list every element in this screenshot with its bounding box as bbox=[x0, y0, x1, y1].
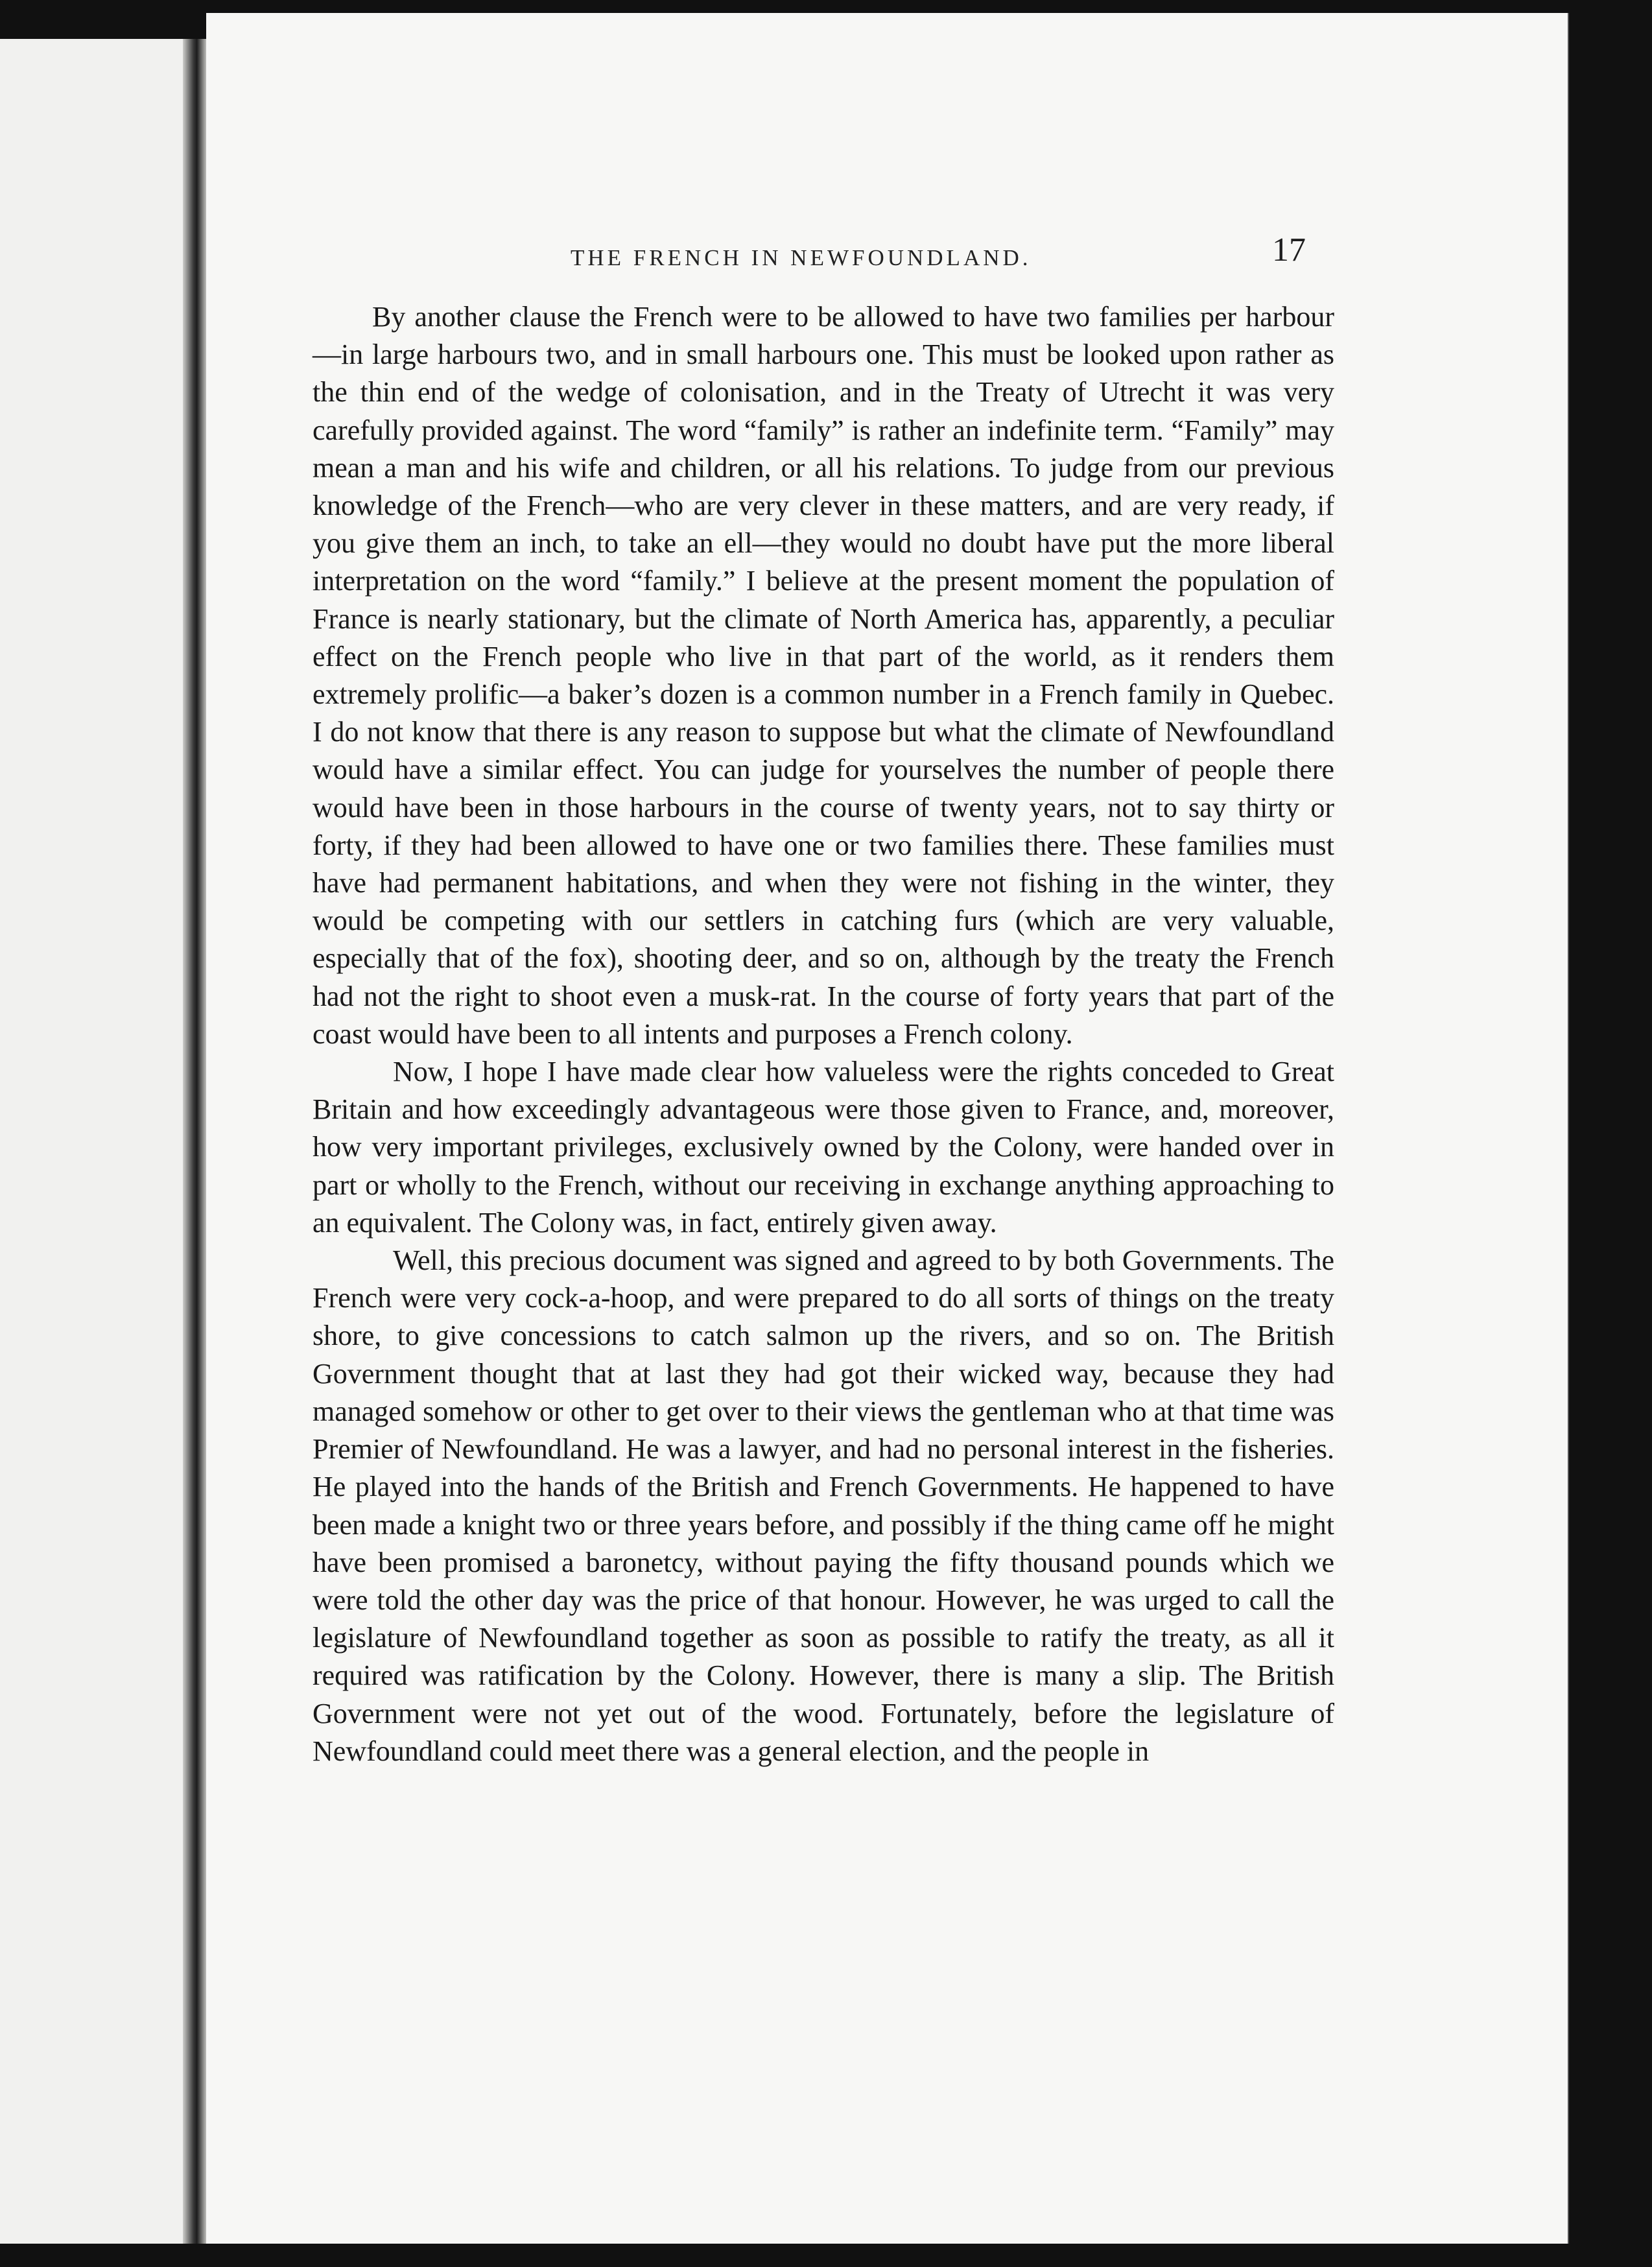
running-title: THE FRENCH IN NEWFOUNDLAND. bbox=[571, 245, 1032, 270]
paragraph-2: Now, I hope I have made clear how valueless were the rights conceded to Great Britain and how exceedingly advantageous were those given to France, and, moreover, how very important privileges, exclusively owned by the Colony, were handed over in part or wholly to the French, without our receiving in exchange anything approaching to an equivalent. The Colony was, in fact, entirely given away. bbox=[313, 1056, 1334, 1239]
page-edge-line bbox=[1568, 13, 1569, 2244]
page-number: 17 bbox=[1272, 231, 1306, 268]
paragraph-3: Well, this precious document was signed and agreed to by both Governments. The French were very cock-a-hoop, and were prepared to do all sorts of things on the treaty shore, to give concessions to catch salmon up the rivers, and so on. The British Government thought that at last they had got their wicked way, because they had managed somehow or other to get over to their views the gentleman who at that time was Premier of Newfoundland. He was a lawyer, and had no personal interest in the fisheries. He played into the hands of the British and French Governments. He happened to have been made a knight two or three years before, and possibly if the thing came off he might have been promised a baronetcy, without paying the fifty thousand pounds which we were told the other day was the price of that honour. However, he was urged to call the legislature of Newfoundland together as soon as possible to ratify the treaty, as all it required was ratification by the Colony. However, there is many a slip. The British Government were not yet out of the wood. Fortunately, before the legislature of Newfoundland could meet there was a general election, and the people in bbox=[313, 1244, 1334, 1767]
left-page-blank bbox=[0, 39, 195, 2244]
body-text bbox=[313, 298, 1334, 1770]
paragraph-1: By another clause the French were to be allowed to have two families per harbour—in large harbours two, and in small harbours one. This must be looked upon rather as the thin end of the wedge of colonisation, and in the Treaty of Utrecht it was very carefully provided against. The word “family” is rather an indefinite term. “Family” may mean a man and his wife and children, or all his relations. To judge from our previous knowledge of the French—who are very clever in these matters, and are very ready, if you give them an inch, to take an ell—they would no doubt have put the more liberal interpretation on the word “family.” I believe at the present moment the population of France is nearly stationary, but the climate of North America has, apparently, a peculiar effect on the French people who live in that part of the world, as it renders them extremely prolific—a baker’s dozen is a common number in a French family in Quebec. I do not know that there is any reason to suppose but what the climate of Newfoundland would have a similar effect. You can judge for yourselves the number of people there would have been in those harbours in the course of twenty years, not to say thirty or forty, if they had been allowed to have one or two families there. These families must have had permanent habitations, and when they were not fishing in the winter, they would be competing with our settlers in catching furs (which are very valuable, especially that of the fox), shooting deer, and so on, although by the treaty the French had not the right to shoot even a musk-rat. In the course of forty years that part of the coast would have been to all intents and purposes a French colony. bbox=[313, 301, 1334, 1050]
book-spine-shadow bbox=[183, 39, 206, 2244]
